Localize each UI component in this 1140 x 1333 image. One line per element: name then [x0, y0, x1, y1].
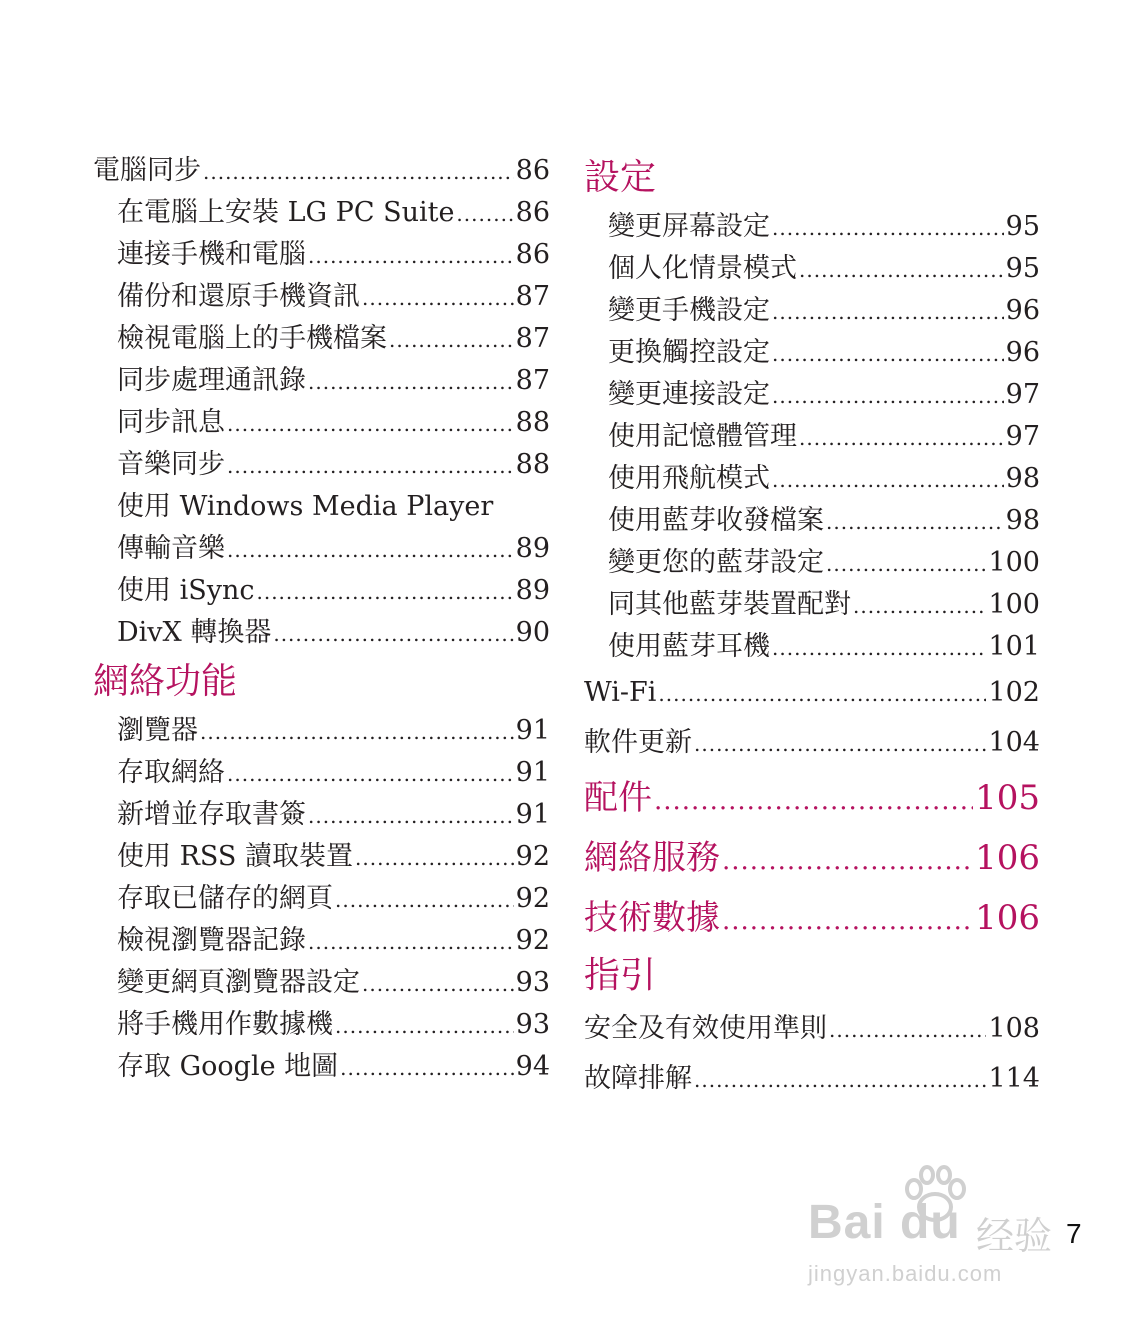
dot-leader	[362, 277, 514, 319]
toc-entry-page: 106	[975, 898, 1040, 938]
toc-entry[interactable]	[584, 416, 1040, 458]
toc-entry-title: 指引	[584, 955, 657, 996]
dot-leader	[308, 795, 514, 837]
dot-leader	[826, 543, 986, 585]
dot-leader	[308, 361, 514, 403]
toc-entry-page: 93	[515, 1009, 550, 1040]
dot-leader	[335, 879, 514, 921]
toc-entry-title: 同步處理通訊錄	[117, 365, 306, 396]
toc-section-heading[interactable]	[584, 948, 1040, 1004]
toc-entry-title: 存取網絡	[117, 757, 225, 788]
watermark-logo: Bai du	[808, 1196, 961, 1249]
toc-entry-title: 更換觸控設定	[608, 337, 770, 368]
toc-entry-title: 同步訊息	[117, 407, 225, 438]
toc-entry-page: 101	[988, 631, 1040, 662]
toc-left-column	[93, 150, 550, 1088]
dot-leader	[829, 1005, 986, 1055]
toc-entry-title: 使用 Windows Media Player	[117, 491, 494, 522]
toc-entry-page: 87	[515, 365, 550, 396]
toc-entry-page: 100	[988, 547, 1040, 578]
toc-entry[interactable]	[584, 332, 1040, 374]
page-number: 7	[1066, 1218, 1082, 1249]
toc-entry-page: 104	[988, 727, 1040, 758]
toc-entry[interactable]	[584, 1054, 1040, 1104]
toc-entry-title: 故障排解	[584, 1063, 692, 1094]
toc-entry-title: 變更連接設定	[608, 379, 770, 410]
toc-entry-page: 89	[515, 533, 550, 564]
toc-entry-title: 個人化情景模式	[608, 253, 797, 284]
toc-entry[interactable]	[584, 206, 1040, 248]
toc-entry[interactable]	[584, 718, 1040, 768]
toc-entry-title: 使用飛航模式	[608, 463, 770, 494]
toc-entry-title: 變更網頁瀏覽器設定	[117, 967, 360, 998]
toc-entry[interactable]	[93, 192, 550, 234]
dot-leader	[203, 151, 514, 193]
toc-entry[interactable]	[93, 878, 550, 920]
dot-leader	[227, 445, 514, 487]
toc-entry-title: 變更手機設定	[608, 295, 770, 326]
toc-entry-title: 使用記憶體管理	[608, 421, 797, 452]
dot-leader	[826, 501, 1004, 543]
toc-entry[interactable]	[93, 402, 550, 444]
toc-entry-page: 102	[988, 677, 1040, 708]
toc-entry-page: 98	[1005, 463, 1040, 494]
dot-leader	[340, 1047, 513, 1089]
toc-entry-title: 音樂同步	[117, 449, 225, 480]
toc-entry[interactable]	[93, 150, 550, 192]
dot-leader	[694, 1055, 986, 1105]
baidu-watermark	[808, 1165, 1078, 1295]
toc-entry[interactable]	[584, 668, 1040, 718]
dot-leader	[308, 235, 514, 277]
toc-entry-page: 86	[515, 155, 550, 186]
toc-entry-page: 87	[515, 281, 550, 312]
toc-entry[interactable]	[93, 486, 550, 528]
toc-entry[interactable]	[584, 458, 1040, 500]
toc-section-heading[interactable]	[93, 654, 550, 710]
toc-entry-title: 使用 RSS 讀取裝置	[117, 841, 354, 872]
dot-leader	[200, 711, 514, 753]
dot-leader	[799, 417, 1004, 459]
dot-leader	[799, 249, 1004, 291]
toc-entry[interactable]	[93, 570, 550, 612]
toc-entry-page: 92	[515, 925, 550, 956]
toc-entry-page: 88	[515, 449, 550, 480]
dot-leader	[335, 1005, 514, 1047]
toc-entry-title: 技術數據	[584, 898, 720, 938]
toc-entry[interactable]	[584, 248, 1040, 290]
toc-entry-page: 97	[1005, 379, 1040, 410]
dot-leader	[694, 719, 986, 769]
toc-entry-title: Wi-Fi	[584, 677, 657, 708]
toc-entry-title: 檢視電腦上的手機檔案	[117, 323, 387, 354]
dot-leader	[772, 627, 986, 669]
toc-entry[interactable]	[93, 360, 550, 402]
toc-entry[interactable]	[93, 752, 550, 794]
toc-entry-title: 在電腦上安裝 LG PC Suite	[117, 197, 455, 228]
dot-leader	[722, 891, 973, 951]
toc-entry[interactable]	[584, 500, 1040, 542]
toc-entry[interactable]	[93, 1046, 550, 1088]
dot-leader	[227, 529, 514, 571]
toc-entry-page: 89	[515, 575, 550, 606]
toc-entry-page: 98	[1005, 505, 1040, 536]
toc-entry[interactable]	[584, 1004, 1040, 1054]
toc-entry[interactable]	[584, 542, 1040, 584]
toc-entry-title: 使用藍芽收發檔案	[608, 505, 824, 536]
dot-leader	[772, 333, 1004, 375]
toc-entry-title: 存取已儲存的網頁	[117, 883, 333, 914]
toc-section-heading[interactable]	[584, 150, 1040, 206]
toc-entry[interactable]	[584, 584, 1040, 626]
dot-leader	[389, 319, 514, 361]
toc-entry-title: 安全及有效使用準則	[584, 1013, 827, 1044]
dot-leader	[362, 963, 514, 1005]
toc-entry-title: 存取 Google 地圖	[117, 1051, 339, 1082]
toc-entry-title: 變更您的藍芽設定	[608, 547, 824, 578]
dot-leader	[456, 193, 513, 235]
toc-entry-page: 105	[975, 778, 1040, 818]
toc-entry[interactable]	[93, 444, 550, 486]
toc-entry[interactable]	[93, 836, 550, 878]
toc-entry-page: 90	[515, 617, 550, 648]
toc-entry-page: 95	[1005, 253, 1040, 284]
toc-entry[interactable]	[93, 612, 550, 654]
dot-leader	[658, 669, 986, 719]
toc-entry-title: 瀏覽器	[117, 715, 198, 746]
toc-entry-title: 使用 iSync	[117, 575, 255, 606]
toc-entry[interactable]	[93, 962, 550, 1004]
toc-entry[interactable]	[93, 528, 550, 570]
dot-leader	[654, 771, 973, 831]
toc-entry-page: 96	[1005, 337, 1040, 368]
toc-entry-title: 軟件更新	[584, 727, 692, 758]
toc-entry-title: 使用藍芽耳機	[608, 631, 770, 662]
dot-leader	[772, 291, 1004, 333]
toc-entry[interactable]	[584, 626, 1040, 668]
toc-entry[interactable]	[93, 1004, 550, 1046]
toc-entry[interactable]	[584, 290, 1040, 332]
dot-leader	[273, 613, 513, 655]
toc-right-column	[584, 150, 1040, 1104]
dot-leader	[355, 837, 514, 879]
toc-entry-page: 94	[515, 1051, 550, 1082]
toc-entry-title: 新增並存取書簽	[117, 799, 306, 830]
toc-entry-title: 將手機用作數據機	[117, 1009, 333, 1040]
toc-entry[interactable]	[93, 276, 550, 318]
toc-entry-title: 網絡功能	[93, 661, 238, 702]
toc-section-heading[interactable]	[584, 888, 1040, 948]
toc-entry-title: 網絡服務	[584, 838, 720, 878]
toc-section-heading[interactable]	[584, 768, 1040, 828]
toc-entry-page: 108	[988, 1013, 1040, 1044]
dot-leader	[772, 459, 1004, 501]
watermark-url: jingyan.baidu.com	[808, 1261, 1003, 1286]
toc-entry-title: 同其他藍芽裝置配對	[608, 589, 851, 620]
toc-entry[interactable]	[584, 374, 1040, 416]
toc-entry-page: 92	[515, 883, 550, 914]
toc-entry-title: 設定	[584, 157, 657, 198]
toc-entry-title: 配件	[584, 778, 652, 818]
toc-entry-title: 電腦同步	[93, 155, 201, 186]
toc-entry-page: 87	[515, 323, 550, 354]
dot-leader	[227, 753, 514, 795]
toc-entry-page: 91	[515, 799, 550, 830]
dot-leader	[227, 403, 514, 445]
dot-leader	[772, 207, 1004, 249]
toc-section-heading[interactable]	[584, 828, 1040, 888]
toc-entry[interactable]	[93, 710, 550, 752]
dot-leader	[256, 571, 513, 613]
toc-entry-title: 變更屏幕設定	[608, 211, 770, 242]
toc-entry-page: 92	[515, 841, 550, 872]
toc-entry-title: 檢視瀏覽器記錄	[117, 925, 306, 956]
toc-entry-page: 114	[988, 1063, 1040, 1094]
toc-entry[interactable]	[93, 920, 550, 962]
toc-entry[interactable]	[93, 794, 550, 836]
toc-entry-page: 100	[988, 589, 1040, 620]
toc-entry-page: 86	[515, 239, 550, 270]
toc-entry-title: 傳輸音樂	[117, 533, 225, 564]
toc-entry-title: 連接手機和電腦	[117, 239, 306, 270]
toc-entry-page: 96	[1005, 295, 1040, 326]
toc-entry[interactable]	[93, 318, 550, 360]
toc-entry-page: 91	[515, 757, 550, 788]
dot-leader	[772, 375, 1004, 417]
toc-entry-page: 93	[515, 967, 550, 998]
toc-entry-title: DivX 轉換器	[117, 617, 272, 648]
watermark-chinese: 经验	[976, 1214, 1053, 1258]
toc-entry-page: 97	[1005, 421, 1040, 452]
toc-entry-page: 95	[1005, 211, 1040, 242]
toc-entry-page: 86	[515, 197, 550, 228]
dot-leader	[308, 921, 514, 963]
toc-entry[interactable]	[93, 234, 550, 276]
toc-entry-page: 91	[515, 715, 550, 746]
toc-entry-title: 備份和還原手機資訊	[117, 281, 360, 312]
toc-entry-page: 88	[515, 407, 550, 438]
dot-leader	[853, 585, 986, 627]
dot-leader	[722, 831, 973, 891]
toc-entry-page: 106	[975, 838, 1040, 878]
